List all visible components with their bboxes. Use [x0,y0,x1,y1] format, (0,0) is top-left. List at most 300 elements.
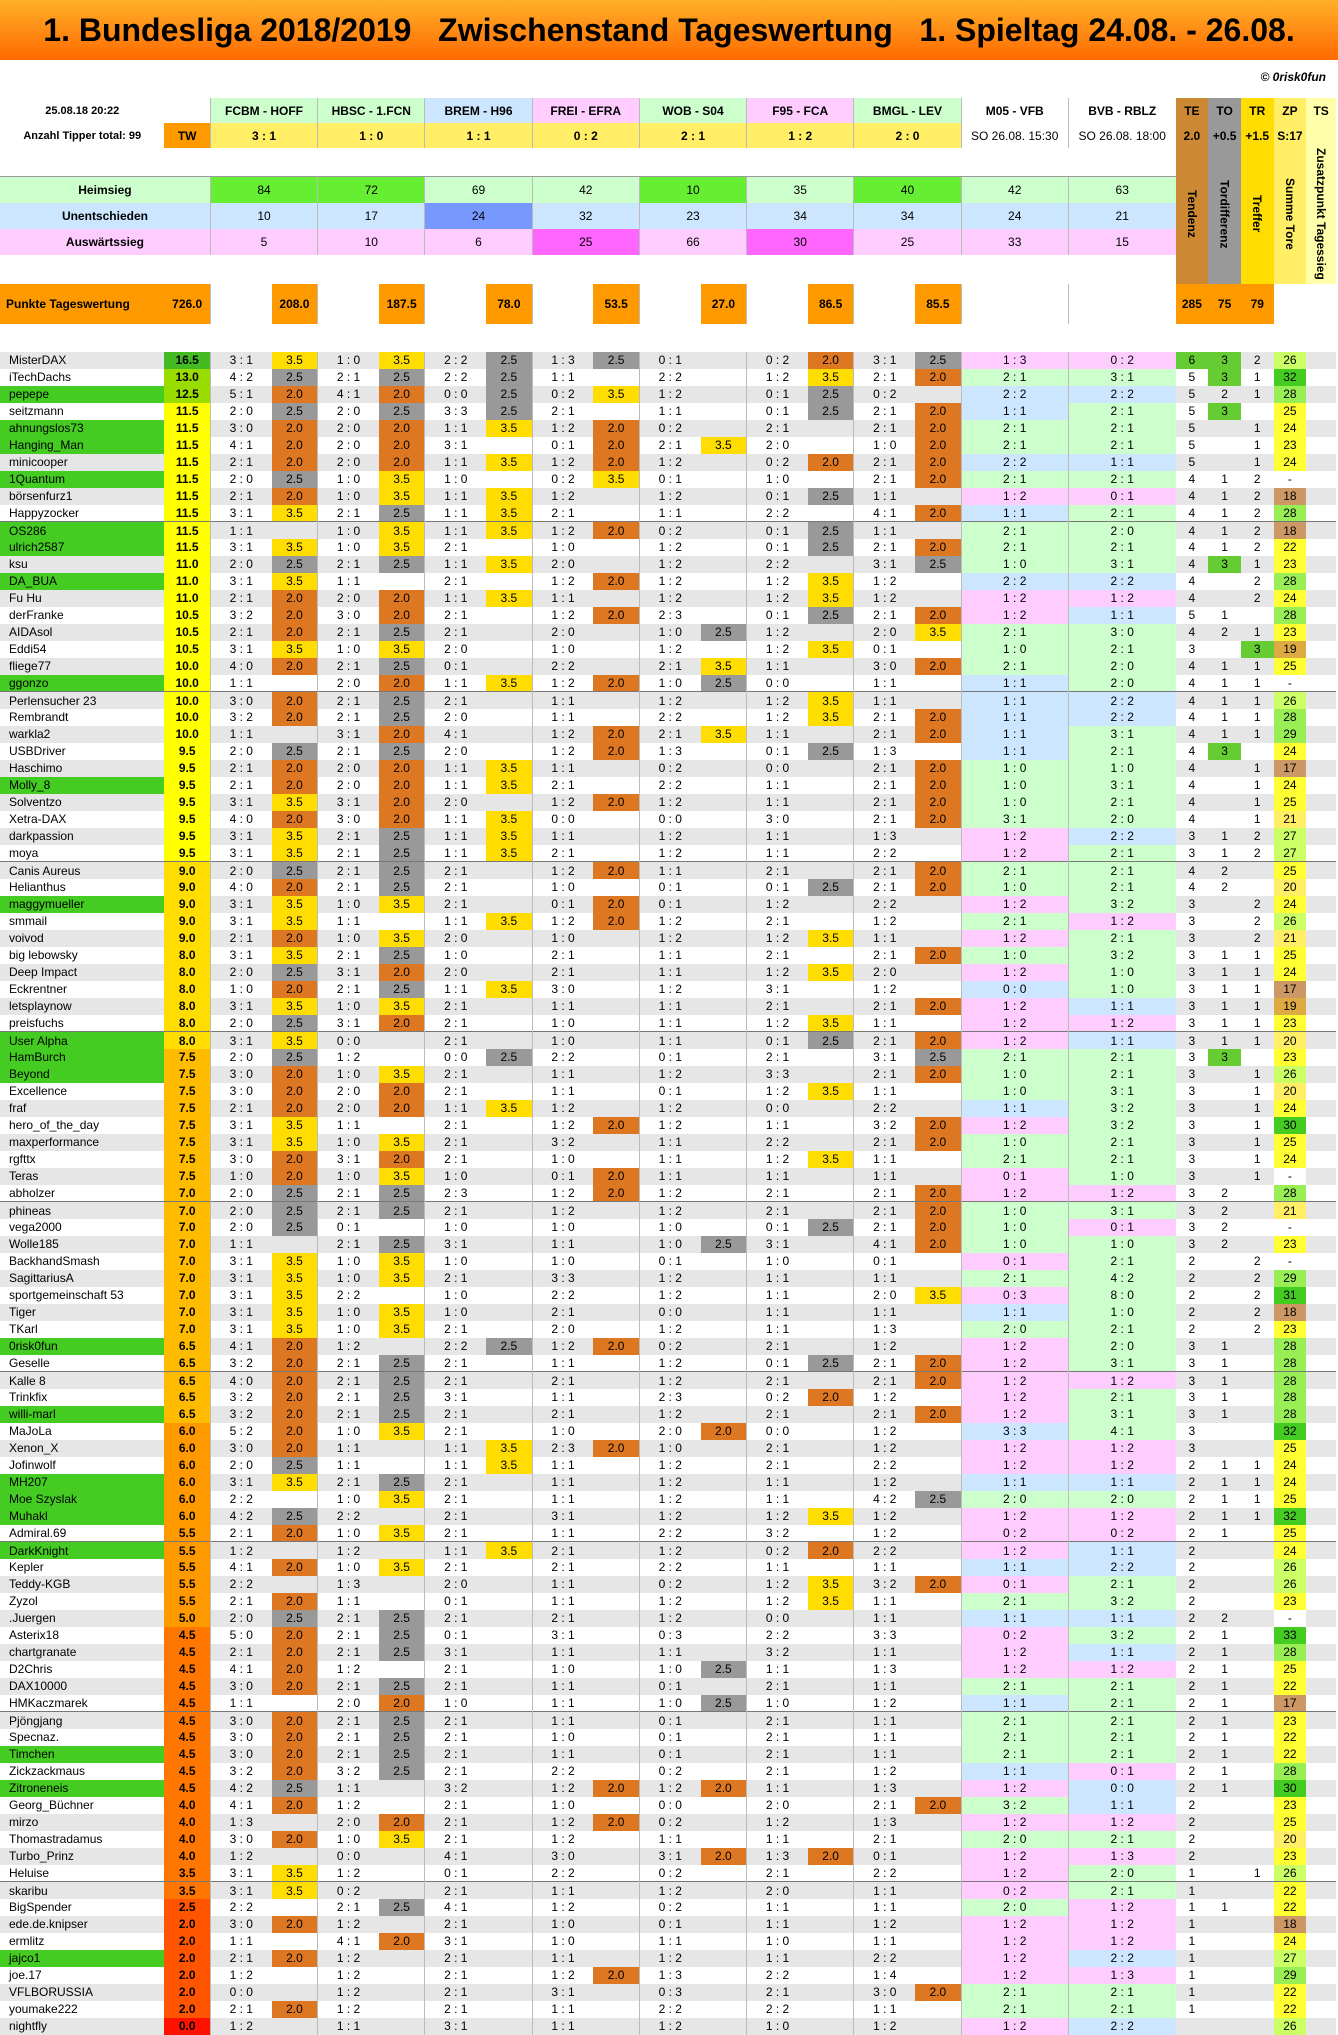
tip: 1 : 2 [747,709,808,726]
tip-points [915,1015,961,1032]
tipper-tw: 4.5 [164,1661,210,1678]
tip-points [272,1848,318,1865]
tipper-ts [1306,1814,1336,1831]
tip: 1 : 1 [854,1712,915,1729]
tipper-name: smmail [0,913,164,930]
tip-points [701,1865,747,1882]
tip: 2 : 1 [425,1355,486,1372]
tip-points [272,1542,318,1559]
tip-points: 2.0 [272,624,318,641]
tip: 2 : 0 [210,403,271,420]
tip-open: 2 : 1 [1068,1049,1175,1066]
tip: 0 : 1 [532,896,593,913]
tipper-ts [1306,1355,1336,1372]
tipper-row [0,709,1336,726]
tipper-row [0,947,1336,964]
tip-open: 2 : 1 [1068,862,1175,879]
tip: 1 : 2 [639,1202,700,1219]
tip: 2 : 0 [318,454,379,471]
tip-open: 2 : 1 [1068,1984,1175,2001]
tip: 2 : 1 [210,760,271,777]
tipper-name: ede.de.knipser [0,1916,164,1933]
tip: 1 : 2 [639,845,700,862]
tip: 2 : 0 [318,1100,379,1117]
tip: 1 : 0 [425,1695,486,1712]
tipper-tr [1241,1967,1274,1984]
tip: 1 : 2 [210,1967,271,1984]
tipper-tw: 4.0 [164,1848,210,1865]
tip-points [701,1049,747,1066]
tip: 2 : 1 [854,709,915,726]
tipper-tw: 5.5 [164,1559,210,1576]
tip: 2 : 1 [318,692,379,709]
tip-points: 2.0 [272,488,318,505]
spacer [854,255,961,283]
tip-points [486,1865,532,1882]
tipper-te: 3 [1176,1236,1209,1253]
tip-points [486,573,532,590]
tip: 2 : 1 [425,1712,486,1729]
tipper-tw: 9.5 [164,811,210,828]
tipper-tr: 1 [1241,420,1274,437]
tipper-tr [1241,1814,1274,1831]
tipper-name: hero_of_the_day [0,1117,164,1134]
tip: 3 : 1 [425,1933,486,1950]
tip-open: 1 : 2 [961,1542,1068,1559]
tip-open: 2 : 2 [1068,2018,1175,2035]
match-result: 2 : 0 [854,123,961,148]
tip-points: 3.5 [486,590,532,607]
tip: 2 : 1 [854,947,915,964]
tip-points [593,1559,639,1576]
tip-points: 3.5 [808,964,854,981]
tipper-to: 1 [1208,828,1241,845]
tip-points: 3.5 [808,709,854,726]
tip-open: 1 : 0 [961,1083,1068,1100]
tip-points: 3.5 [272,1287,318,1304]
tip-points [808,1134,854,1151]
tip-points [701,454,747,471]
tip-points: 2.5 [486,386,532,403]
tip-points [486,1168,532,1185]
tipper-to: 1 [1208,1355,1241,1372]
tip-points [486,1304,532,1321]
tip-open: 1 : 2 [961,998,1068,1015]
tip-points [486,1814,532,1831]
copyright: © 0risk0fun [1260,70,1326,84]
tip-points [701,1678,747,1695]
tip-points [808,2018,854,2035]
tip-points: 3.5 [701,726,747,743]
tip: 3 : 1 [854,556,915,573]
tip-points [701,1440,747,1457]
tip: 2 : 2 [318,1508,379,1525]
tip: 1 : 2 [532,1899,593,1916]
tip-points [701,1287,747,1304]
tipper-tr: 1 [1241,454,1274,471]
spacer-row [0,255,1336,283]
tip: 1 : 0 [532,1797,593,1814]
tip-points [486,1423,532,1440]
tipper-te: 2 [1176,1712,1209,1729]
tip: 1 : 3 [210,1814,271,1831]
tip: 0 : 1 [639,1049,700,1066]
tipper-zp: 23 [1274,1797,1307,1814]
tipper-to [1208,437,1241,454]
tipper-tr [1241,403,1274,420]
tipper-name: Thomastradamus [0,1831,164,1848]
tip: 2 : 1 [747,1763,808,1780]
tip: 1 : 2 [747,1508,808,1525]
tip-open: 2 : 1 [1068,403,1175,420]
tip-points [915,1695,961,1712]
tip: 1 : 1 [532,1712,593,1729]
tip: 1 : 2 [747,641,808,658]
tip: 0 : 1 [532,1168,593,1185]
tip-points [915,1440,961,1457]
tip: 1 : 0 [318,1423,379,1440]
tipper-tr: 1 [1241,1474,1274,1491]
tip-open: 1 : 1 [1068,454,1175,471]
tip: 1 : 1 [854,675,915,692]
tip-points [486,1083,532,1100]
tipper-tr [1241,1576,1274,1593]
tip: 2 : 1 [425,1083,486,1100]
tip-points [272,1491,318,1508]
spacer [1274,324,1307,352]
tip-points [486,1831,532,1848]
tip-open: 3 : 1 [1068,726,1175,743]
tip-points: 3.5 [486,981,532,998]
tipper-name: AIDAsol [0,624,164,641]
tipper-name: Teras [0,1168,164,1185]
tipper-ts [1306,1763,1336,1780]
tipper-ts [1306,556,1336,573]
tipper-row [0,1457,1336,1474]
tipper-tw: 8.0 [164,981,210,998]
tip-open: 2 : 2 [1068,1559,1175,1576]
tipper-name: OS286 [0,522,164,539]
tipper-name: Georg_Büchner [0,1797,164,1814]
tipper-row [0,1576,1336,1593]
tipper-tw: 10.0 [164,709,210,726]
tip-open: 1 : 1 [961,675,1068,692]
tip-points: 2.0 [808,1389,854,1406]
tip: 2 : 1 [425,1797,486,1814]
tip-points [808,1406,854,1423]
tip-points [379,1950,425,1967]
tip-points: 2.5 [379,1236,425,1253]
tipper-to: 1 [1208,1015,1241,1032]
tip-points: 3.5 [701,437,747,454]
tip: 3 : 0 [210,1440,271,1457]
tip-open: 2 : 1 [961,1746,1068,1763]
tipper-te: 4 [1176,590,1209,607]
tip: 1 : 0 [425,1168,486,1185]
tipper-name: Turbo_Prinz [0,1848,164,1865]
tip: 2 : 1 [854,1406,915,1423]
tip-open: 1 : 2 [1068,1933,1175,1950]
tipper-row [0,1661,1336,1678]
tipper-to [1208,1950,1241,1967]
tipper-to [1208,454,1241,471]
tip: 2 : 0 [210,1049,271,1066]
tipper-to: 1 [1208,522,1241,539]
tipper-te: 3 [1176,1440,1209,1457]
tip-points [593,1304,639,1321]
tip-points [593,964,639,981]
spacer [747,284,808,324]
tip: 2 : 1 [318,1202,379,1219]
tip-points [701,1933,747,1950]
tipper-ts [1306,1967,1336,1984]
tip: 1 : 2 [854,1525,915,1542]
tipper-name: DarkKnight [0,1542,164,1559]
tipper-zp: 25 [1274,1525,1307,1542]
tip: 1 : 1 [425,488,486,505]
tip-open: 1 : 2 [961,1032,1068,1049]
tipper-name: .Juergen [0,1610,164,1627]
tip: 2 : 1 [854,1355,915,1372]
tip-points [808,1287,854,1304]
tip-points [486,1355,532,1372]
tip: 3 : 0 [210,1678,271,1695]
tipper-to: 2 [1208,862,1241,879]
tip: 1 : 2 [747,1576,808,1593]
tip: 3 : 0 [854,1984,915,2001]
tipper-tw: 2.0 [164,1933,210,1950]
tip-points: 2.0 [379,811,425,828]
tipper-te: 3 [1176,1423,1209,1440]
tip-open: 2 : 1 [1068,1729,1175,1746]
tip: 3 : 1 [210,845,271,862]
tip-open: 2 : 1 [1068,1831,1175,1848]
tip: 1 : 1 [210,726,271,743]
tipper-ts [1306,1950,1336,1967]
tipper-to [1208,777,1241,794]
tip: 2 : 1 [425,1967,486,1984]
tip-points [486,1474,532,1491]
tipper-name: TKarl [0,1321,164,1338]
tip-open: 1 : 3 [1068,1967,1175,1984]
tip: 4 : 1 [854,505,915,522]
tipper-zp: 24 [1274,590,1307,607]
spacer [701,324,747,352]
tip-points [808,1644,854,1661]
tipper-tw: 11.5 [164,488,210,505]
tip-points: 2.5 [808,743,854,760]
tip: 1 : 0 [532,1015,593,1032]
tipper-tr: 2 [1241,913,1274,930]
tip: 3 : 3 [747,1066,808,1083]
tip: 2 : 1 [210,930,271,947]
tip-open: 1 : 2 [961,1372,1068,1389]
tip-points [808,471,854,488]
match-teams: WOB - S04 [639,98,746,123]
tip: 1 : 2 [639,1100,700,1117]
tipper-tr: 1 [1241,760,1274,777]
tip: 0 : 2 [639,420,700,437]
tip: 1 : 0 [318,1559,379,1576]
tip: 1 : 0 [318,1304,379,1321]
tipper-tr [1241,2001,1274,2018]
tip: 2 : 0 [747,437,808,454]
tip: 2 : 0 [425,709,486,726]
totals-tr: 79 [1241,284,1274,324]
tip-points [272,726,318,743]
tip-points [379,1916,425,1933]
tipper-ts [1306,2001,1336,2018]
tip: 1 : 2 [854,1440,915,1457]
tip: 2 : 1 [425,1202,486,1219]
tip-points: 2.0 [272,1950,318,1967]
tipper-ts [1306,1576,1336,1593]
tipper-tw: 6.0 [164,1440,210,1457]
tipper-tw: 10.0 [164,658,210,675]
spacer [210,148,317,176]
tip: 1 : 3 [747,1848,808,1865]
tip: 1 : 2 [639,488,700,505]
spacer [0,148,164,176]
tipper-name: Happyzocker [0,505,164,522]
tip-open: 2 : 0 [1068,811,1175,828]
tip-open: 1 : 2 [961,930,1068,947]
tip: 1 : 2 [639,1491,700,1508]
tipper-zp: 22 [1274,1678,1307,1695]
tip: 2 : 1 [854,471,915,488]
tip-points [701,777,747,794]
tip-points: 2.5 [915,556,961,573]
tipper-zp: 32 [1274,1423,1307,1440]
tip-open: 3 : 1 [1068,1083,1175,1100]
tip: 1 : 1 [425,505,486,522]
tip: 1 : 2 [747,1083,808,1100]
tip-points [593,1032,639,1049]
tip-points: 2.0 [593,420,639,437]
tip-points [486,1984,532,2001]
tip: 3 : 0 [210,1151,271,1168]
tip-points: 2.0 [915,1372,961,1389]
tipper-te: 2 [1176,1287,1209,1304]
tip: 2 : 1 [747,1746,808,1763]
tipper-to [1208,1593,1241,1610]
tip: 0 : 0 [639,1304,700,1321]
tipper-to [1208,1576,1241,1593]
tipper-zp: 28 [1274,1389,1307,1406]
tip: 2 : 1 [318,981,379,998]
tip: 0 : 0 [639,1797,700,1814]
tipper-zp: 22 [1274,2001,1307,2018]
tip: 1 : 2 [532,607,593,624]
tip: 2 : 3 [425,1185,486,1202]
tip-points [701,1134,747,1151]
tipper-name: HMKaczmarek [0,1695,164,1712]
tipper-to [1208,1423,1241,1440]
tipper-te: 2 [1176,1542,1209,1559]
tip: 0 : 1 [747,607,808,624]
tipper-tr [1241,1559,1274,1576]
tip: 2 : 2 [854,845,915,862]
tip-points: 2.0 [272,1389,318,1406]
tip-points: 2.0 [915,862,961,879]
tipper-row [0,1712,1336,1729]
tipper-tr: 1 [1241,369,1274,386]
tip-open: 0 : 1 [1068,1763,1175,1780]
tip: 2 : 1 [425,1661,486,1678]
tipper-ts [1306,794,1336,811]
tipper-ts [1306,1117,1336,1134]
tip-points [915,675,961,692]
tip-points [808,1321,854,1338]
tip-points [379,1338,425,1355]
tipper-zp: 30 [1274,1780,1307,1797]
tip-points: 3.5 [272,828,318,845]
tip-points [593,403,639,420]
tipper-name: Molly_8 [0,777,164,794]
tip-points: 2.0 [272,709,318,726]
tip-points [701,1117,747,1134]
tipper-ts [1306,1049,1336,1066]
tip: 2 : 1 [747,1712,808,1729]
tipper-name: Zickzackmaus [0,1763,164,1780]
category-value: 17 [318,203,425,229]
tipper-tr: 1 [1241,1168,1274,1185]
tip-points [808,505,854,522]
tip: 2 : 0 [318,1083,379,1100]
tip: 1 : 1 [532,1644,593,1661]
tip: 2 : 1 [210,1593,271,1610]
tipper-to: 1 [1208,1508,1241,1525]
tip: 0 : 1 [747,1219,808,1236]
tip-points: 2.0 [272,2001,318,2018]
tip: 1 : 1 [854,1593,915,1610]
tip-open: 1 : 1 [1068,1797,1175,1814]
tip-points: 2.0 [272,1525,318,1542]
tipper-name: Solventzo [0,794,164,811]
tip: 2 : 1 [318,1678,379,1695]
tip: 4 : 1 [425,1899,486,1916]
tip: 1 : 2 [532,1967,593,1984]
tip-points [915,1457,961,1474]
tipper-tw: 9.5 [164,828,210,845]
tip-points: 2.5 [808,488,854,505]
tip: 2 : 0 [210,862,271,879]
tipper-te: 3 [1176,930,1209,947]
tip-points [915,1627,961,1644]
tip-points [701,709,747,726]
tip: 3 : 1 [425,1236,486,1253]
tip: 2 : 1 [854,760,915,777]
category-value: 25 [532,229,639,255]
tip-points: 2.5 [808,1219,854,1236]
tipper-row [0,1032,1336,1049]
tipper-ts [1306,1236,1336,1253]
tip-points [379,573,425,590]
tip-open: 1 : 0 [1068,1304,1175,1321]
tip: 1 : 1 [210,522,271,539]
tip-points: 2.0 [272,454,318,471]
tip: 2 : 1 [425,1746,486,1763]
tipper-te: 1 [1176,1865,1209,1882]
tip-points [593,1100,639,1117]
tip-open: 1 : 2 [961,1440,1068,1457]
tipper-row [0,964,1336,981]
category-value: 24 [425,203,532,229]
tipper-tr [1241,1661,1274,1678]
tip: 1 : 1 [747,1168,808,1185]
tip-points: 2.5 [379,1355,425,1372]
category-value: 21 [1068,203,1175,229]
